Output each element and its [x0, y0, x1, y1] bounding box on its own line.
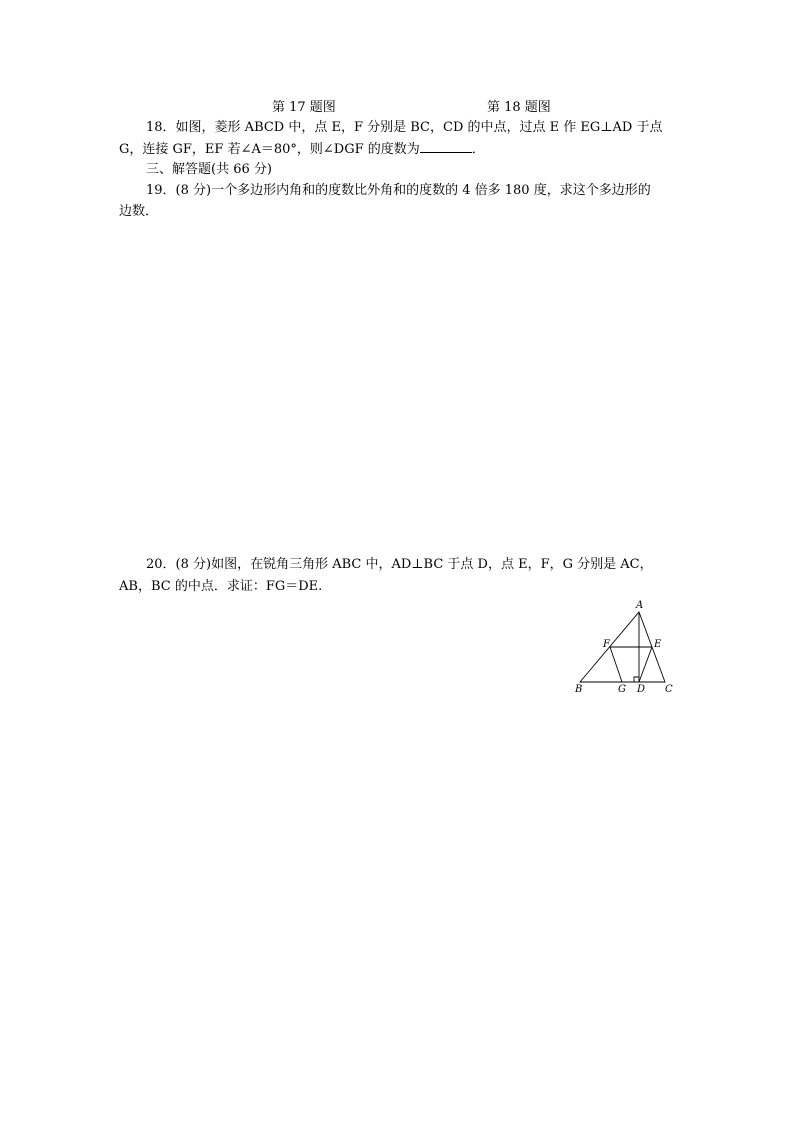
- question-18-line-2: [119, 139, 485, 160]
- question-19-line-2: 边数．: [119, 204, 159, 219]
- label-d: D: [637, 684, 646, 695]
- answer-blank: [420, 139, 472, 153]
- triangle-figure: [570, 596, 680, 696]
- section-heading-solve: 三、解答题(共 66 分): [146, 162, 272, 177]
- question-19-line-1: 19．(8 分)一个多边形内角和的度数比外角和的度数的 4 倍多 180 度，求这个多边形的: [146, 183, 651, 198]
- right-angle-mark: [634, 677, 639, 682]
- figure-17-caption: 第 17 题图: [272, 100, 336, 115]
- question-20-line-2: AB，BC 的中点．求证：FG＝DE.: [119, 579, 323, 594]
- question-18-end: ．: [471, 142, 485, 157]
- label-c: C: [665, 684, 673, 695]
- label-a: A: [636, 600, 644, 611]
- label-f: F: [603, 639, 610, 650]
- question-20-line-1: 20．(8 分)如图，在锐角三角形 ABC 中，AD⊥BC 于点 D，点 E，F，G 分别是 AC，: [146, 557, 653, 572]
- question-18-text: G，连接 GF，EF 若∠A＝80°，则∠DGF 的度数为: [119, 142, 420, 157]
- label-g: G: [618, 684, 626, 695]
- figure-18-caption: 第 18 题图: [487, 100, 551, 115]
- label-b: B: [575, 684, 583, 695]
- segment-de: [639, 647, 652, 682]
- segment-fg: [610, 647, 622, 682]
- label-e: E: [654, 639, 662, 650]
- question-18-line-1: 18．如图，菱形 ABCD 中，点 E，F 分别是 BC，CD 的中点，过点 E 作 EG⊥AD 于点: [146, 120, 663, 135]
